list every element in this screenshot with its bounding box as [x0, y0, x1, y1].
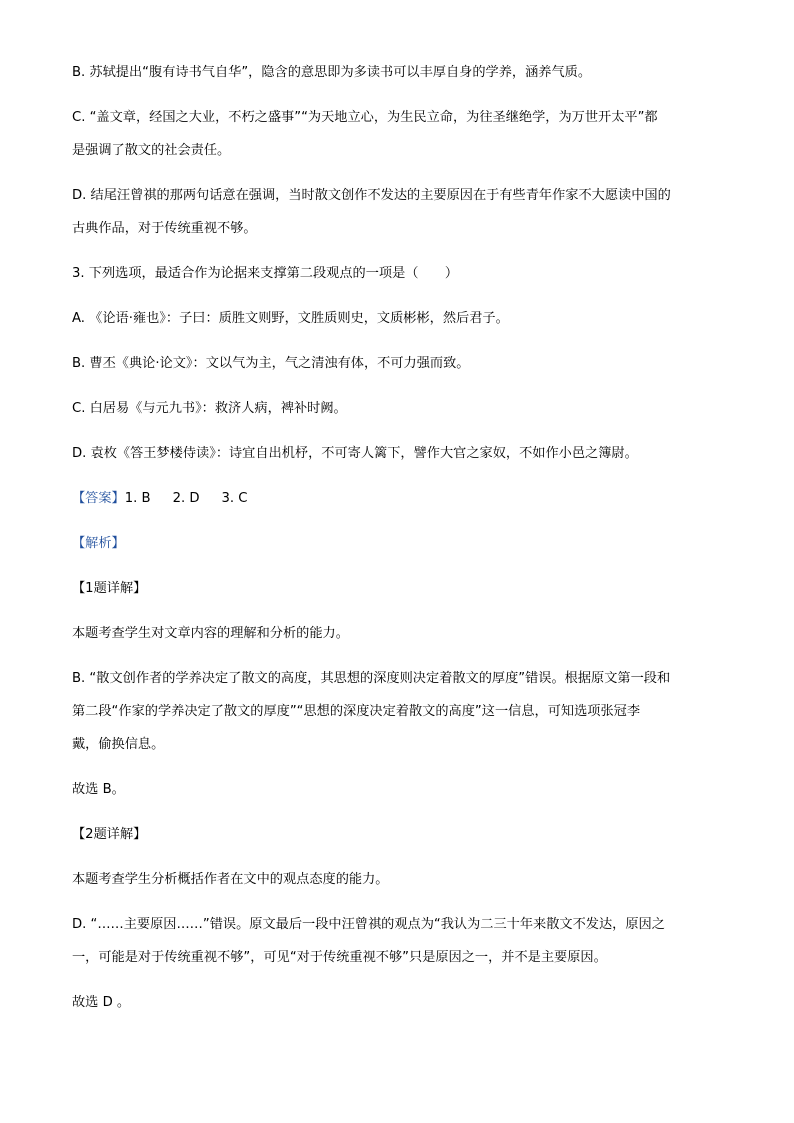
question3-stem: 3. 下列选项，最适合作为论据来支撑第二段观点的一项是（ ） [72, 266, 459, 281]
answer-line [72, 488, 722, 510]
q2-explanation [72, 914, 722, 969]
q1-explanation [72, 668, 722, 756]
document-page [72, 62, 722, 1014]
option-c-q2-line2: 是强调了散文的社会责任。 [72, 143, 231, 158]
option-c-q2 [72, 107, 722, 162]
question3-option-d: D. 袁枚《答王梦楼侍读》：诗宜自出机杼，不可寄人篱下，譬作大官之家奴，不如作小邑之簿尉。 [72, 446, 638, 461]
question3-option-a: A. 《论语·雍也》：子曰：质胜文则野，文胜质则史，文质彬彬，然后君子。 [72, 311, 509, 326]
q1-detail-heading: 【1题详解】 [72, 581, 147, 596]
q1-conclusion: 故选 B。 [72, 782, 125, 797]
q1-intro: 本题考查学生对文章内容的理解和分析的能力。 [72, 626, 349, 641]
question3-option-c: C. 白居易《与元九书》：救济人病，裨补时阙。 [72, 401, 347, 416]
option-d-q2-line1: D. 结尾汪曾祺的那两句话意在强调，当时散文创作不发达的主要原因在于有些青年作家不大愿读中国的 [72, 188, 671, 203]
q1-explanation-line2: 第二段“作家的学养决定了散文的厚度”“思想的深度决定着散文的高度”这一信息，可知选项张冠李 [72, 704, 641, 719]
option-d-q2 [72, 185, 722, 240]
option-d-q2-line2: 古典作品，对于传统重视不够。 [72, 221, 257, 236]
answer-label: 【答案】 [72, 491, 125, 506]
q2-intro: 本题考查学生分析概括作者在文中的观点态度的能力。 [72, 872, 389, 887]
option-b-q2: B. 苏轼提出“腹有诗书气自华”，隐含的意思即为多读书可以丰厚自身的学养，涵养气质。 [72, 65, 592, 80]
q2-explanation-line1: D. “……主要原因……”错误。原文最后一段中汪曾祺的观点为“我认为二三十年来散文不发达，原因之 [72, 917, 665, 932]
answer-1: 1. B [124, 491, 151, 506]
q2-conclusion: 故选 D 。 [72, 995, 131, 1010]
q2-explanation-line2: 一，可能是对于传统重视不够”，可见“对于传统重视不够”只是原因之一，并不是主要原因。 [72, 950, 607, 965]
answer-2: 2. D [172, 491, 200, 506]
question3-option-b: B. 曹丕《典论·论文》：文以气为主，气之清浊有体，不可力强而致。 [72, 356, 470, 371]
q1-explanation-line1: B. “散文创作者的学养决定了散文的高度，其思想的深度则决定着散文的厚度”错误。根据原文第一段和 [72, 671, 671, 686]
option-c-q2-line1: C. “盖文章，经国之大业，不朽之盛事”“为天地立心，为生民立命，为往圣继绝学，为万世开太平”都 [72, 110, 658, 125]
analysis-label: 【解析】 [72, 536, 125, 551]
answer-3: 3. C [221, 491, 248, 506]
q1-explanation-line3: 戴，偷换信息。 [72, 737, 165, 752]
q2-detail-heading: 【2题详解】 [72, 827, 147, 842]
